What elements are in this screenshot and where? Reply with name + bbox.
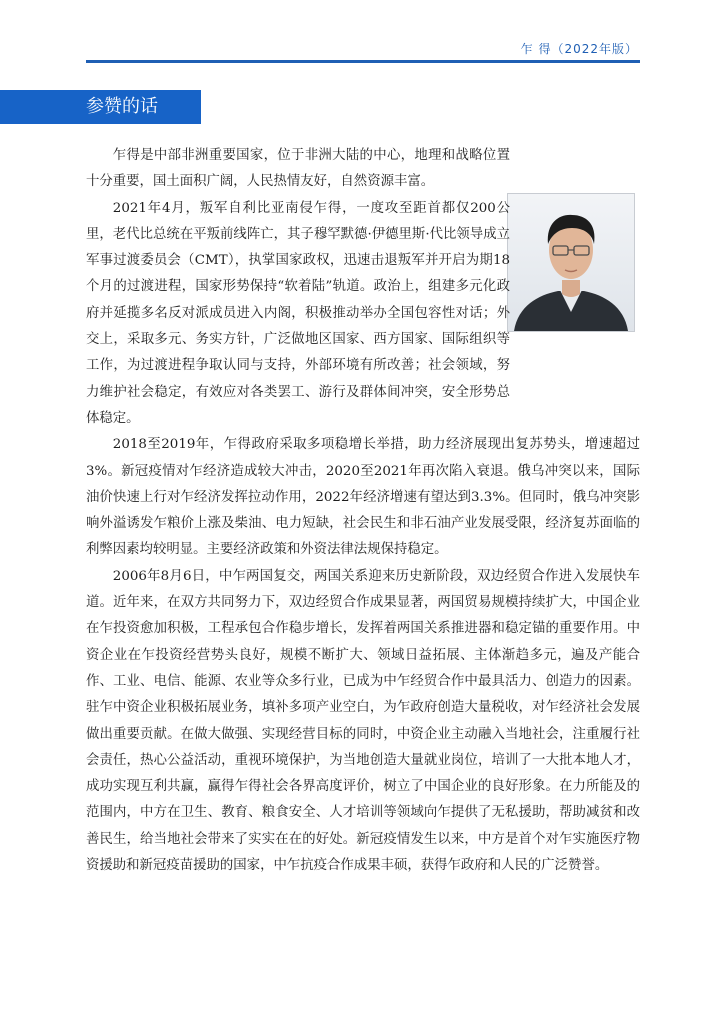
paragraph-intro: 乍得是中部非洲重要国家，位于非洲大陆的中心，地理和战略位置十分重要，国土面积广阔，人民热情友好，自然资源丰富。 (86, 148, 510, 190)
paragraph-cooperation: 2006年8月6日，中乍两国复交，两国关系迎来历史新阶段，双边经贸合作进入发展快车道。近年来，在双方共同努力下，双边经贸合作成果显著，两国贸易规模持续扩大，中国企业在乍投资愈加积极，工程承包合作稳步增长，发挥着两国关系推进器和稳定锚的重要作用。中资企业在乍投资经营势头良好，规模不断扩大、领域日益拓展、主体渐趋多元，遍及产能合作、工业、电信、能源、农业等众多行业，已成为中乍经贸合作中最具活力、创造力的因素。驻乍中资企业积极拓展业务，填补多项产业空白，为乍政府创造大量税收，对乍经济社会发展做出重要贡献。在做大做强、实现经营目标的同时，中资企业主动融入当地社会，注重履行社会责任，热心公益活动，重视环境保护，为当地创造大量就业岗位，培训了一大批本地人才，成功实现互利共赢，赢得乍得社会各界高度评价，树立了中国企业的良好形象。在力所能及的范围内，中方在卫生、教育、粮食安全、人才培训等领域向乍提供了无私援助，帮助减贫和改善民生，给当地社会带来了实实在在的好处。新冠疫情发生以来，中方是首个对乍实施医疗物资援助和新冠疫苗援助的国家，中乍抗疫合作成果丰硕，获得乍政府和人民的广泛赞誉。 (86, 568, 640, 874)
section-title: 参赞的话 (86, 96, 158, 117)
body-text (86, 143, 640, 879)
running-header: 乍 得（2022年版） (520, 42, 638, 56)
paragraph-politics: 2021年4月，叛军自利比亚南侵乍得，一度攻至距首都仅200公里，老代比总统在平叛前线阵亡，其子穆罕默德·伊德里斯·代比领导成立军事过渡委员会（CMT），执掌国家政权，迅速击退叛军并开启为期18个月的过渡进程，国家形势保持“软着陆”轨道。政治上，组建多元化政府并延揽多名反对派成员进入内阁，积极推动举办全国包容性对话；外交上，采取多元、务实方针，广泛做地区国家、西方国家、国际组织等工作，为过渡进程争取认同与支持，外部环境有所改善；社会领域，努力维护社会稳定，有效应对各类罢工、游行及群体间冲突，安全形势总体稳定。 (86, 200, 510, 426)
portrait-spacer (510, 193, 640, 382)
header-rule (86, 60, 640, 63)
paragraph-economy: 2018至2019年，乍得政府采取多项稳增长举措，助力经济展现出复苏势头，增速超过3%。新冠疫情对乍经济造成较大冲击，2020至2021年再次陷入衰退。俄乌冲突以来，国际油价快速上行对乍经济发挥拉动作用，2022年经济增速有望达到3.3%。但同时，俄乌冲突影响外溢诱发乍粮价上涨及柴油、电力短缺，社会民生和非石油产业发展受限，经济复苏面临的利弊因素均较明显。主要经济政策和外资法律法规保持稳定。 (86, 437, 640, 558)
